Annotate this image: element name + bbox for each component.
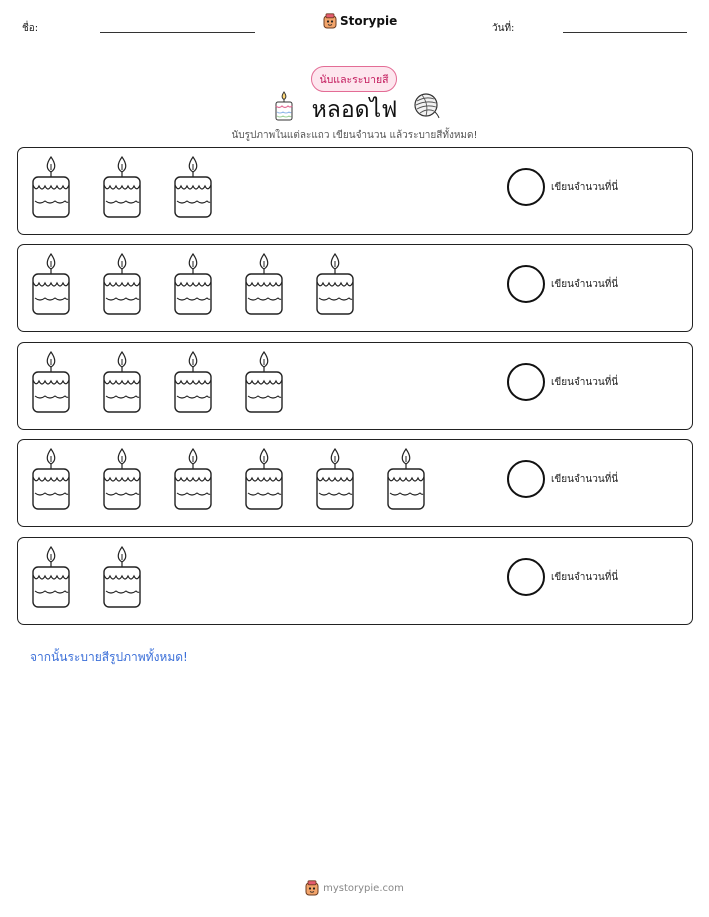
write-number-hint: เขียนจำนวนที่นี่	[551, 572, 619, 583]
candle-icon	[100, 155, 171, 221]
name-line[interactable]	[100, 32, 255, 33]
candle-icon	[100, 447, 171, 513]
site-footer	[0, 880, 709, 896]
candle-icon	[171, 447, 242, 513]
worksheet-title: หลอดไฟ	[311, 97, 398, 123]
counting-row	[17, 439, 693, 527]
write-number-hint: เขียนจำนวนที่นี่	[551, 279, 619, 290]
counting-row	[17, 244, 693, 332]
counting-row	[17, 147, 693, 235]
brand-name: Storypie	[340, 14, 398, 28]
site-url[interactable]: mystorypie.com	[323, 882, 404, 894]
candle-icon	[29, 545, 100, 611]
candle-icon	[242, 350, 313, 416]
instructions: นับรูปภาพในแต่ละแถว เขียนจำนวน แล้วระบายสีทั้งหมด!	[231, 130, 478, 141]
candle-group	[29, 155, 242, 221]
candle-icon	[29, 155, 100, 221]
write-number-hint: เขียนจำนวนที่นี่	[551, 377, 619, 388]
candle-icon	[171, 350, 242, 416]
storypie-mascot-icon	[323, 13, 337, 29]
candle-icon	[29, 350, 100, 416]
answer-circle[interactable]	[507, 460, 545, 498]
date-line[interactable]	[563, 32, 687, 33]
candle-icon	[171, 155, 242, 221]
activity-badge: นับและระบายสี	[311, 66, 397, 92]
yarn-ball-icon	[413, 92, 440, 119]
counting-row	[17, 537, 693, 625]
candle-icon	[384, 447, 455, 513]
answer-circle[interactable]	[507, 265, 545, 303]
candle-icon	[100, 252, 171, 318]
candle-icon	[313, 447, 384, 513]
candle-icon	[171, 252, 242, 318]
write-number-hint: เขียนจำนวนที่นี่	[551, 474, 619, 485]
candle-group	[29, 252, 384, 318]
brand-logo	[323, 13, 397, 29]
candle-icon	[242, 447, 313, 513]
answer-circle[interactable]	[507, 168, 545, 206]
candle-group	[29, 350, 313, 416]
candle-icon	[100, 545, 171, 611]
date-label: วันที่:	[492, 23, 515, 34]
answer-circle[interactable]	[507, 363, 545, 401]
candle-icon	[313, 252, 384, 318]
counting-row	[17, 342, 693, 430]
candle-icon	[242, 252, 313, 318]
write-number-hint: เขียนจำนวนที่นี่	[551, 182, 619, 193]
candle-icon	[29, 252, 100, 318]
candle-icon	[100, 350, 171, 416]
storypie-mascot-icon	[305, 880, 319, 896]
candle-icon	[29, 447, 100, 513]
name-label: ชื่อ:	[22, 23, 39, 34]
candle-group	[29, 545, 171, 611]
color-all-note: จากนั้นระบายสีรูปภาพทั้งหมด!	[30, 650, 188, 664]
answer-circle[interactable]	[507, 558, 545, 596]
candle-group	[29, 447, 455, 513]
